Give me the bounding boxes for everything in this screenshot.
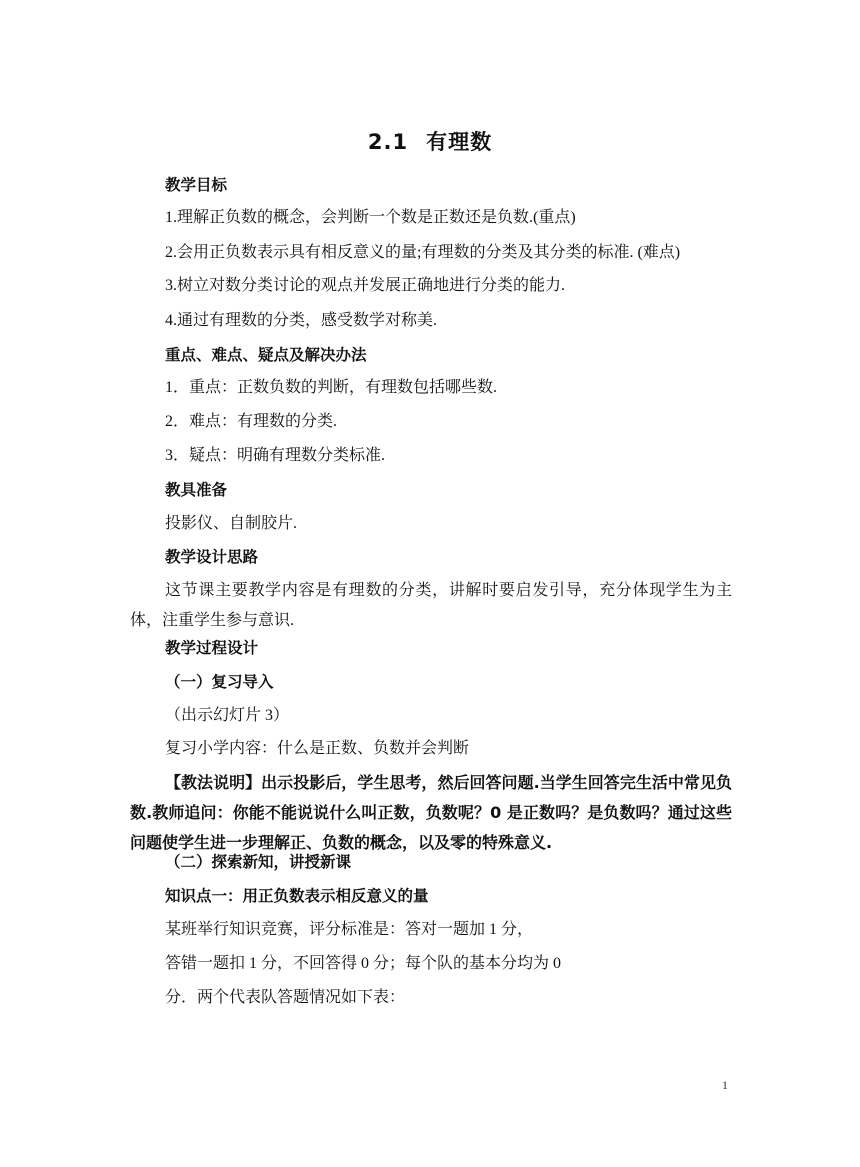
section-heading-keypoints: 重点、难点、疑点及解决办法	[165, 346, 367, 364]
keypoint-item: 1．重点：正数负数的判断，有理数包括哪些数.	[165, 379, 498, 396]
knowledge1-line: 分．两个代表队答题情况如下表：	[165, 989, 406, 1006]
keypoint-item: 2．难点：有理数的分类.	[165, 413, 338, 430]
part2-heading: （二）探索新知，讲授新课	[165, 853, 352, 871]
objective-item: 4.通过有理数的分类，感受数学对称美.	[165, 312, 438, 329]
part1-heading: （一）复习导入	[165, 673, 274, 691]
method-note-paragraph: 【教法说明】出示投影后，学生思考，然后回答问题.当学生回答完生活中常见负数.教师追问：你能不能说说什么叫正数，负数呢？0 是正数吗？是负数吗？通过这些问题使学生进一步理解正、负数的概念，以及零的特殊意义.	[130, 773, 732, 852]
section-heading-tools: 教具准备	[165, 481, 228, 499]
page-title	[0, 126, 860, 156]
knowledge1-line: 答错一题扣 1 分，不回答得 0 分；每个队的基本分均为 0	[165, 955, 562, 972]
objective-item: 3.树立对数分类讨论的观点并发展正确地进行分类的能力.	[165, 277, 566, 294]
objective-item: 1.理解正负数的概念，会判断一个数是正数还是负数.(重点)	[165, 209, 576, 226]
knowledge1-line: 某班举行知识竞赛，评分标准是：答对一题加 1 分，	[165, 921, 534, 938]
knowledge1-heading: 知识点一：用正负数表示相反意义的量	[165, 887, 429, 905]
section-heading-objectives: 教学目标	[165, 176, 228, 194]
section-heading-process: 教学过程设计	[165, 639, 259, 657]
section-heading-design: 教学设计思路	[165, 548, 259, 566]
page-number: 1	[722, 1078, 728, 1092]
keypoint-item: 3．疑点：明确有理数分类标准.	[165, 447, 386, 464]
objective-item: 2.会用正负数表示具有相反意义的量;有理数的分类及其分类的标准. (难点)	[165, 244, 681, 261]
part1-review-text: 复习小学内容：什么是正数、负数并会判断	[165, 740, 470, 757]
title-text: 有理数	[426, 130, 493, 154]
title-number: 2.1	[367, 130, 409, 154]
part1-slide-note: （出示幻灯片 3）	[165, 707, 290, 724]
tools-text: 投影仪、自制胶片.	[165, 515, 298, 532]
design-paragraph: 这节课主要教学内容是有理数的分类，讲解时要启发引导，充分体现学生为主体，注重学生参与意识.	[130, 582, 732, 629]
